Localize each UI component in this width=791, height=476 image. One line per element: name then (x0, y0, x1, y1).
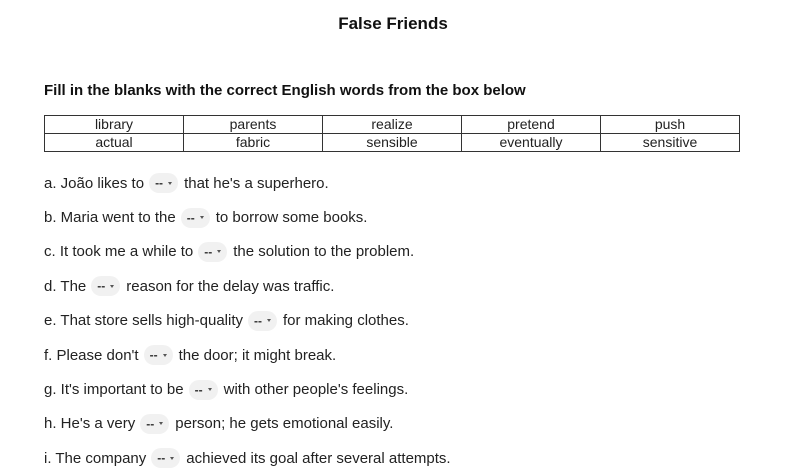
instruction-text: Fill in the blanks with the correct English words from the box below (44, 82, 526, 99)
answer-dropdown[interactable] (144, 345, 173, 365)
word-box-cell: library (45, 116, 184, 134)
question-text-after: the solution to the problem. (233, 243, 415, 261)
word-box-cell: actual (45, 134, 184, 152)
answer-dropdown[interactable] (181, 208, 210, 228)
question-text-after: that he's a superhero. (184, 174, 329, 192)
word-box-row (45, 116, 740, 134)
word-box-cell: eventually (462, 134, 601, 152)
question-text-before: g. It's important to be (44, 381, 184, 399)
question-d (44, 269, 784, 303)
word-box-cell: parents (184, 116, 323, 134)
question-a (44, 166, 784, 200)
question-text-after: for making clothes. (283, 312, 409, 330)
question-i (44, 441, 784, 475)
question-h (44, 407, 784, 441)
question-b (44, 200, 784, 234)
answer-dropdown[interactable] (248, 311, 277, 331)
dropdown-value: -- (204, 244, 213, 259)
question-text-before: e. That store sells high-quality (44, 312, 243, 330)
page-title: False Friends (338, 14, 448, 33)
chevron-down-icon (267, 319, 271, 322)
word-box-cell: pretend (462, 116, 601, 134)
chevron-down-icon (110, 285, 114, 288)
question-text-before: b. Maria went to the (44, 209, 176, 227)
question-text-before: h. He's a very (44, 415, 136, 433)
dropdown-value: -- (194, 382, 203, 397)
word-box-cell: push (601, 116, 740, 134)
dropdown-value: -- (254, 313, 262, 328)
dropdown-value: -- (157, 451, 166, 466)
answer-dropdown[interactable] (189, 380, 218, 400)
question-text-after: reason for the delay was traffic. (126, 277, 335, 295)
question-c (44, 235, 784, 269)
question-text-after: to borrow some books. (215, 209, 368, 227)
word-box-cell: realize (323, 116, 462, 134)
answer-dropdown[interactable] (91, 276, 120, 296)
dropdown-value: -- (149, 348, 158, 363)
dropdown-value: -- (155, 176, 164, 191)
chevron-down-icon (159, 422, 163, 425)
question-text-after: with other people's feelings. (223, 381, 409, 399)
answer-dropdown[interactable] (140, 414, 169, 434)
dropdown-value: -- (186, 210, 195, 225)
questions-list (44, 166, 784, 476)
word-box-cell: sensible (323, 134, 462, 152)
question-f (44, 338, 784, 372)
question-text-before: d. The (44, 277, 87, 295)
answer-dropdown[interactable] (151, 448, 180, 468)
chevron-down-icon (200, 216, 204, 219)
answer-dropdown[interactable] (149, 173, 178, 193)
question-e (44, 304, 784, 338)
chevron-down-icon (163, 354, 167, 357)
question-text-before: f. Please don't (44, 346, 139, 364)
word-box-cell: fabric (184, 134, 323, 152)
chevron-down-icon (168, 182, 172, 185)
question-text-before: a. João likes to (44, 174, 145, 192)
question-text-before: i. The company (44, 449, 147, 467)
word-box-table (44, 115, 740, 152)
question-text-after: the door; it might break. (178, 346, 337, 364)
question-text-after: achieved its goal after several attempts. (186, 449, 451, 467)
dropdown-value: -- (97, 279, 106, 294)
answer-dropdown[interactable] (198, 242, 227, 262)
chevron-down-icon (208, 388, 212, 391)
question-text-before: c. It took me a while to (44, 243, 194, 261)
question-g (44, 372, 784, 406)
word-box-cell: sensitive (601, 134, 740, 152)
dropdown-value: -- (146, 416, 155, 431)
question-text-after: person; he gets emotional easily. (175, 415, 394, 433)
chevron-down-icon (170, 457, 174, 460)
chevron-down-icon (217, 250, 221, 253)
word-box-row (45, 134, 740, 152)
